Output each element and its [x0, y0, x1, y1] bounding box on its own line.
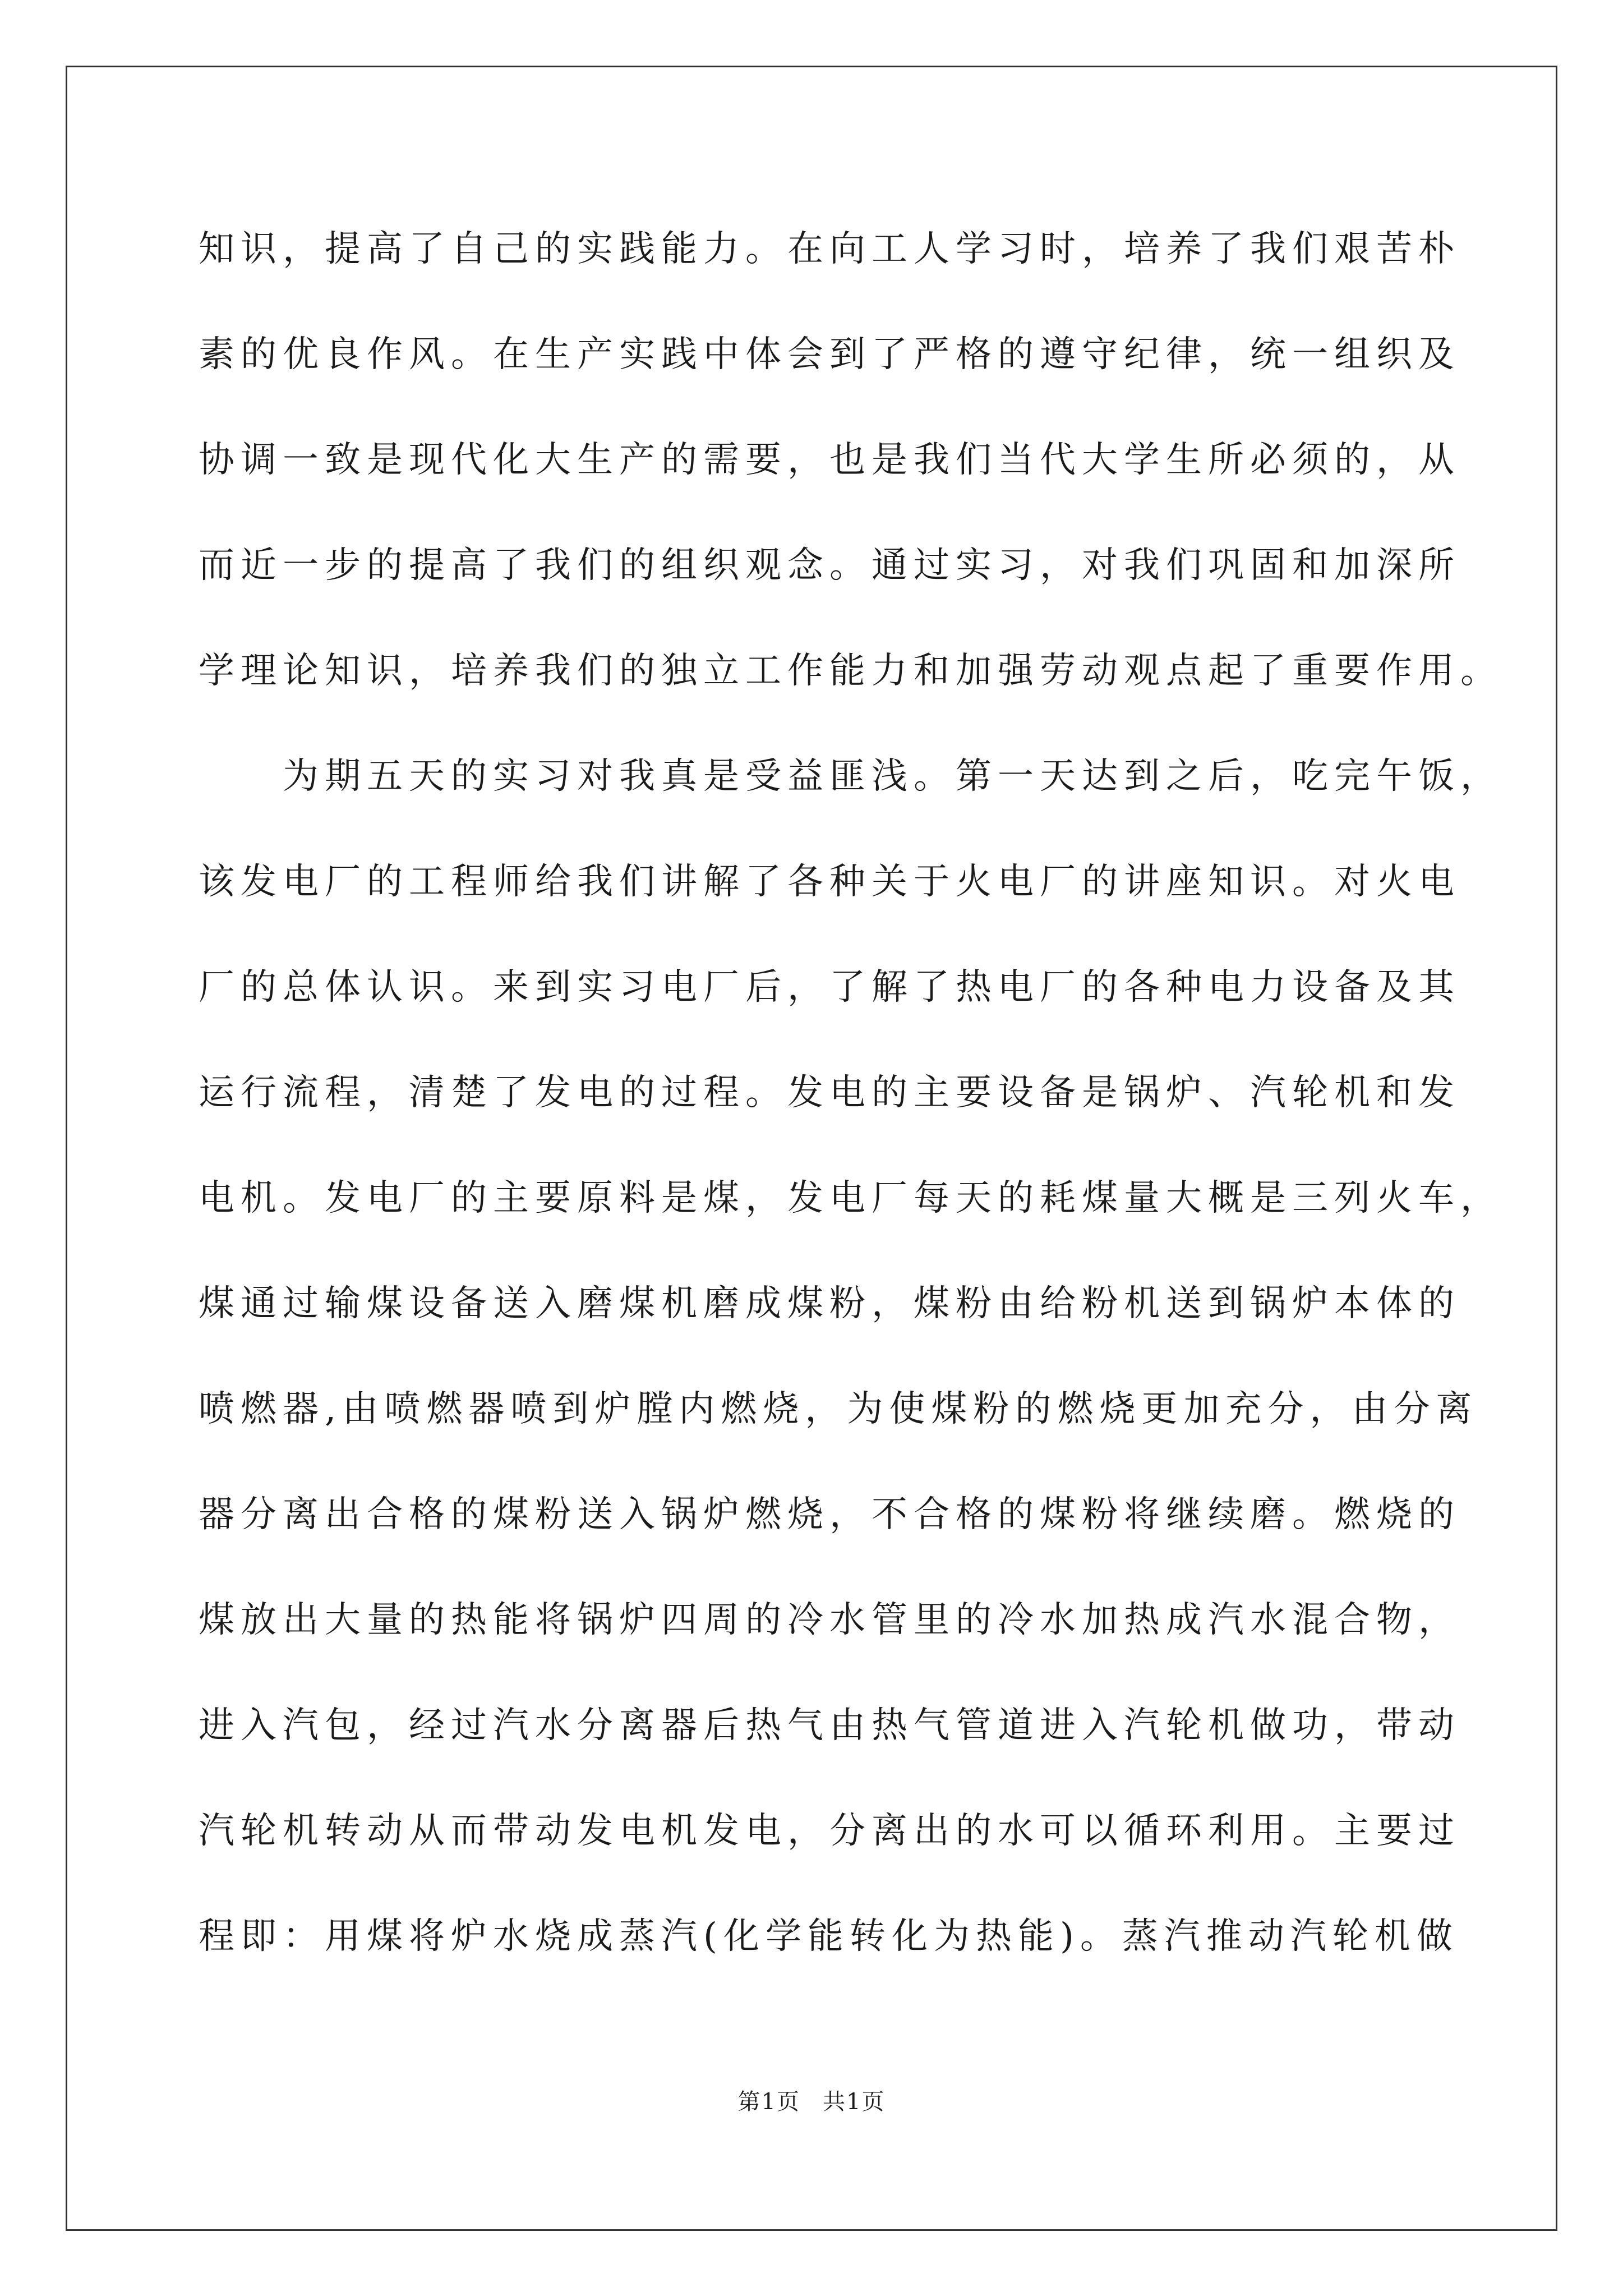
- text-line: 喷燃器,由喷燃器喷到炉膛内燃烧，为使煤粉的燃烧更加充分，由分离: [199, 1388, 1478, 1430]
- text-line: 煤通过输煤设备送入磨煤机磨成煤粉，煤粉由给粉机送到锅炉本体的: [199, 1283, 1460, 1324]
- text-line: 程即：用煤将炉水烧成蒸汽(化学能转化为热能)。蒸汽推动汽轮机做: [199, 1916, 1459, 1957]
- text-line: 煤放出大量的热能将锅炉四周的冷水管里的冷水加热成汽水混合物，: [199, 1599, 1460, 1641]
- text-line: 进入汽包，经过汽水分离器后热气由热气管道进入汽轮机做功，带动: [199, 1705, 1460, 1746]
- text-line: 电机。发电厂的主要原料是煤，发电厂每天的耗煤量大概是三列火车，: [199, 1177, 1502, 1219]
- text-line: 厂的总体认识。来到实习电厂后，了解了热电厂的各种电力设备及其: [199, 967, 1460, 1008]
- text-line: 该发电厂的工程师给我们讲解了各种关于火电厂的讲座知识。对火电: [199, 861, 1460, 903]
- text-line: 学理论知识，培养我们的独立工作能力和加强劳动观点起了重要作用。: [199, 650, 1502, 692]
- text-line: 运行流程，清楚了发电的过程。发电的主要设备是锅炉、汽轮机和发: [199, 1072, 1460, 1114]
- text-line: 汽轮机转动从而带动发电机发电，分离出的水可以循环利用。主要过: [199, 1810, 1460, 1852]
- page-footer: [0, 2088, 1623, 2116]
- text-line: 为期五天的实习对我真是受益匪浅。第一天达到之后，吃完午饭，: [283, 756, 1502, 797]
- text-line: 素的优良作风。在生产实践中体会到了严格的遵守纪律，统一组织及: [199, 334, 1460, 375]
- text-line: 协调一致是现代化大生产的需要，也是我们当代大学生所必须的，从: [199, 439, 1460, 481]
- text-line: 而近一步的提高了我们的组织观念。通过实习，对我们巩固和加深所: [199, 545, 1460, 586]
- text-line: 器分离出合格的煤粉送入锅炉燃烧，不合格的煤粉将继续磨。燃烧的: [199, 1494, 1460, 1535]
- page-number: 第1页: [737, 2089, 800, 2115]
- document-body: [199, 215, 1502, 2008]
- page-total: 共1页: [823, 2089, 886, 2115]
- text-line: 知识，提高了自己的实践能力。在向工人学习时，培养了我们艰苦朴: [199, 228, 1460, 270]
